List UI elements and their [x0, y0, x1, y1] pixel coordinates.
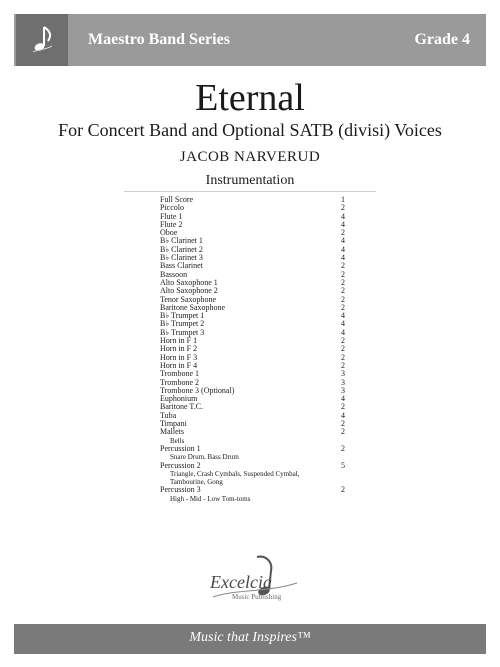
instrument-quantity: 3	[341, 377, 345, 387]
instrument-quantity: 2	[341, 269, 345, 279]
instrument-name: Oboe	[160, 228, 178, 238]
instrument-quantity: 4	[341, 211, 345, 221]
instrument-row	[160, 213, 345, 221]
instrument-quantity: 2	[341, 302, 345, 312]
music-note-icon	[24, 22, 60, 58]
instrument-quantity: 5	[341, 460, 345, 470]
instrument-quantity: 4	[341, 244, 345, 254]
instrument-name: B♭ Trumpet 3	[160, 327, 205, 337]
instrument-name: B♭ Trumpet 2	[160, 319, 205, 329]
instrument-name: Horn in F 4	[160, 360, 198, 370]
instrument-quantity: 2	[341, 427, 345, 437]
instrument-name: Percussion 3	[160, 485, 201, 495]
instrument-name: Alto Saxophone 1	[160, 277, 218, 287]
instrument-name: Tambourine, Gong	[170, 478, 223, 487]
instrument-row	[160, 196, 345, 204]
instrument-quantity: 2	[341, 336, 345, 346]
instrument-quantity: 4	[341, 410, 345, 420]
instrument-row	[160, 420, 345, 428]
instrument-quantity: 4	[341, 394, 345, 404]
instrument-name: Percussion 2	[160, 460, 201, 470]
instrument-name: Full Score	[160, 195, 194, 204]
instrument-name: High - Mid - Low Tom-toms	[170, 494, 251, 503]
instrument-quantity: 2	[341, 228, 345, 238]
instrument-name: Alto Saxophone 2	[160, 286, 218, 296]
instrument-name: Baritone Saxophone	[160, 302, 226, 312]
instrument-quantity: 2	[341, 286, 345, 296]
instrument-quantity: 2	[341, 419, 345, 429]
instrument-name: Tenor Saxophone	[160, 294, 217, 304]
instrument-row	[160, 412, 345, 420]
instrument-row	[160, 445, 345, 453]
instrument-quantity: 4	[341, 311, 345, 321]
instrument-name: Tuba	[160, 410, 177, 420]
instrument-list	[160, 196, 345, 503]
instrument-name: Piccolo	[160, 203, 184, 213]
grade-label: Grade 4	[414, 31, 470, 48]
footer-tagline: Music that Inspires™	[189, 630, 311, 645]
instrument-quantity: 4	[341, 236, 345, 246]
instrument-row	[160, 486, 345, 494]
instrument-name: Mallets	[160, 427, 184, 437]
instrument-name: Timpani	[160, 419, 187, 429]
publisher-subtitle: Music Publishing	[232, 593, 282, 601]
instrument-name: Trombone 1	[160, 369, 200, 379]
instrument-name: Bells	[170, 436, 185, 445]
instrument-quantity: 3	[341, 385, 345, 395]
instrument-name: Flute 1	[160, 211, 183, 221]
instrument-note	[160, 470, 345, 478]
instrument-quantity: 2	[341, 352, 345, 362]
instrument-quantity: 2	[341, 485, 345, 495]
instrument-quantity: 2	[341, 277, 345, 287]
instrument-name: Snare Drum, Bass Drum	[170, 453, 239, 462]
instrument-note	[160, 495, 345, 503]
instrument-name: B♭ Trumpet 1	[160, 311, 205, 321]
instrument-name: Horn in F 2	[160, 344, 198, 354]
instrument-name: Bass Clarinet	[160, 261, 203, 271]
piece-title: Eternal	[195, 77, 305, 119]
series-badge	[16, 14, 68, 66]
instrument-row	[160, 204, 345, 212]
instrument-name: Percussion 1	[160, 443, 201, 453]
instrument-quantity: 2	[341, 402, 345, 412]
instrument-quantity: 2	[341, 443, 345, 453]
composer-name: JACOB NARVERUD	[179, 149, 321, 165]
instrument-name: Trombone 2	[160, 377, 200, 387]
instrument-name: Trombone 3 (Optional)	[160, 385, 235, 395]
instrument-row	[160, 462, 345, 470]
instrument-name: B♭ Clarinet 1	[160, 236, 203, 246]
instrument-row	[160, 262, 345, 270]
instrument-quantity: 4	[341, 319, 345, 329]
publisher-name: Excelcia	[210, 572, 272, 592]
instrument-name: Triangle, Crash Cymbals, Suspended Cymbal,	[170, 469, 300, 478]
instrument-name: Flute 2	[160, 219, 183, 229]
instrument-name: Euphonium	[160, 394, 198, 404]
instrument-row	[160, 428, 345, 436]
instrument-quantity: 2	[341, 294, 345, 304]
instrument-row	[160, 403, 345, 411]
instrument-quantity: 2	[341, 261, 345, 271]
instrumentation-heading: Instrumentation	[205, 173, 295, 188]
instrument-quantity: 2	[341, 344, 345, 354]
instrument-name: B♭ Clarinet 2	[160, 244, 203, 254]
series-name: Maestro Band Series	[88, 31, 230, 48]
instrument-name: Horn in F 1	[160, 336, 198, 346]
instrument-quantity: 4	[341, 327, 345, 337]
instrument-name: Baritone T.C.	[160, 402, 204, 412]
instrument-quantity: 2	[341, 360, 345, 370]
instrument-row	[160, 221, 345, 229]
instrument-name: Bassoon	[160, 269, 188, 279]
instrument-name: B♭ Clarinet 3	[160, 253, 203, 263]
instrument-quantity: 2	[341, 203, 345, 213]
divider	[124, 191, 376, 192]
instrument-name: Horn in F 3	[160, 352, 198, 362]
piece-subtitle: For Concert Band and Optional SATB (divisi) Voices	[58, 120, 442, 140]
instrument-quantity: 4	[341, 253, 345, 263]
instrument-quantity: 4	[341, 219, 345, 229]
instrument-quantity: 3	[341, 369, 345, 379]
instrument-quantity: 1	[341, 195, 345, 204]
